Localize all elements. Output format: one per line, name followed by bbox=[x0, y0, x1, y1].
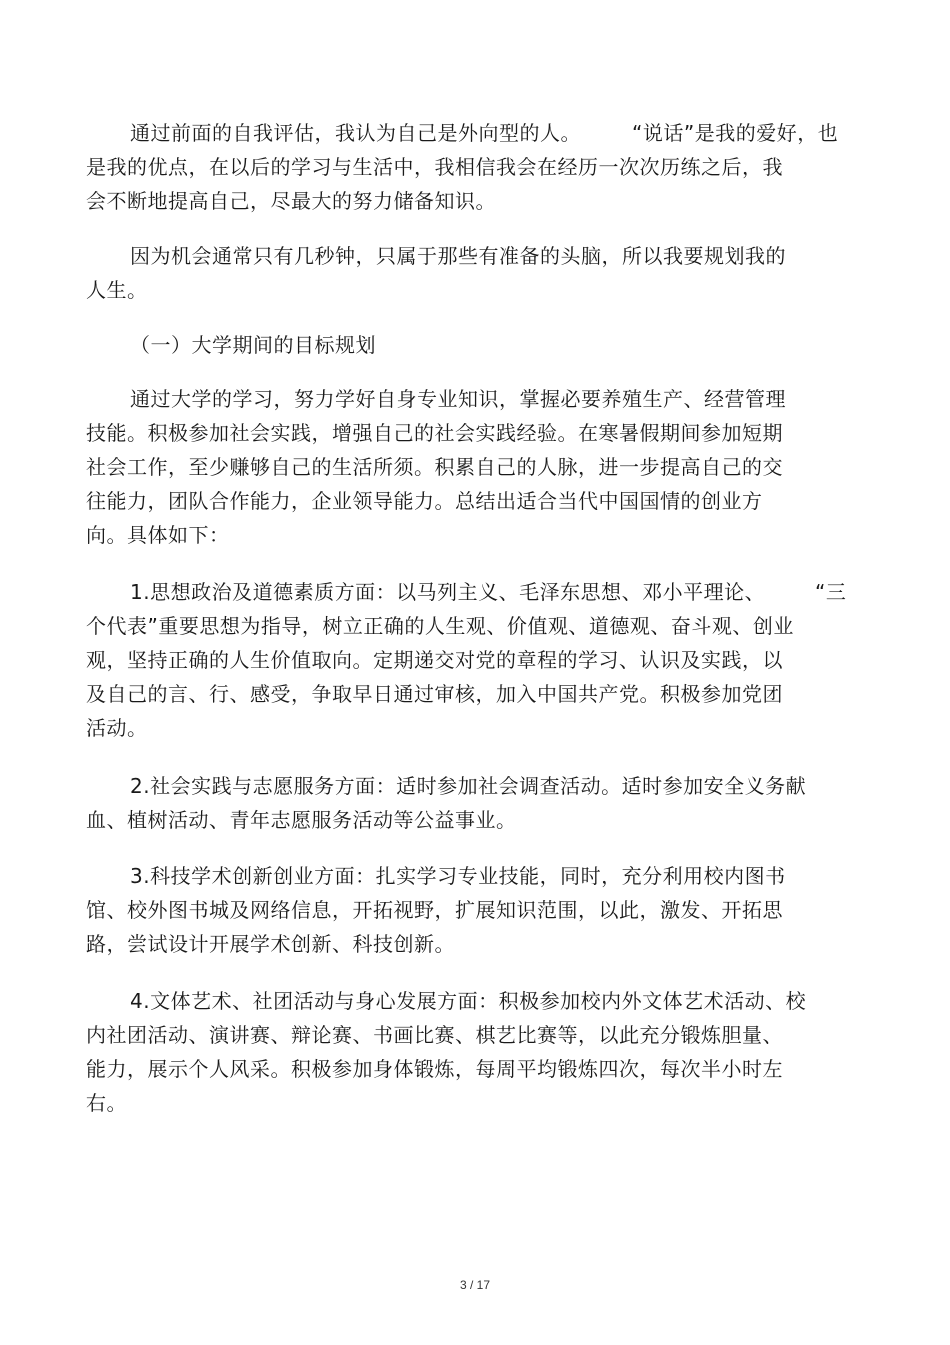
paragraph-4-line-3: 社会工作，至少赚够自己的生活所须。积累自己的人脉，进一步提高自己的交 bbox=[86, 455, 783, 479]
item-1-line-1: 1.思想政治及道德素质方面：以马列主义、毛泽东思想、邓小平理论、 bbox=[130, 580, 766, 604]
item-3-line-2: 馆、校外图书城及网络信息，开拓视野，扩展知识范围，以此，激发、开拓思 bbox=[86, 898, 783, 922]
section-heading: （一）大学期间的目标规划 bbox=[130, 333, 376, 357]
item-4-line-1: 4.文体艺术、社团活动与身心发展方面：积极参加校内外文体艺术活动、校 bbox=[130, 989, 807, 1013]
item-3-line-3: 路，尝试设计开展学术创新、科技创新。 bbox=[86, 932, 455, 956]
paragraph-4-line-4: 往能力，团队合作能力，企业领导能力。总结出适合当代中国国情的创业方 bbox=[86, 489, 763, 513]
item-3-line-1: 3.科技学术创新创业方面：扎实学习专业技能，同时，充分利用校内图书 bbox=[130, 864, 786, 888]
page-number: 3 / 17 bbox=[459, 1278, 491, 1292]
paragraph-4-line-5: 向。具体如下： bbox=[86, 523, 230, 547]
item-1-line-4: 及自己的言、行、感受，争取早日通过审核，加入中国共产党。积极参加党团 bbox=[86, 682, 783, 706]
item-4-line-4: 右。 bbox=[86, 1091, 127, 1115]
paragraph-1-line-1: 通过前面的自我评估，我认为自己是外向型的人。 bbox=[130, 121, 581, 145]
item-2-line-1: 2.社会实践与志愿服务方面：适时参加社会调查活动。适时参加安全义务献 bbox=[130, 774, 807, 798]
paragraph-1-line-3: 会不断地提高自己，尽最大的努力储备知识。 bbox=[86, 189, 496, 213]
item-2-line-2: 血、植树活动、青年志愿服务活动等公益事业。 bbox=[86, 808, 517, 832]
paragraph-2-line-1: 因为机会通常只有几秒钟，只属于那些有准备的头脑，所以我要规划我的 bbox=[130, 244, 786, 268]
item-1-line-5: 活动。 bbox=[86, 716, 148, 740]
paragraph-1-line-2: 是我的优点，在以后的学习与生活中，我相信我会在经历一次次历练之后，我 bbox=[86, 155, 783, 179]
paragraph-4-line-2: 技能。积极参加社会实践，增强自己的社会实践经验。在寒暑假期间参加短期 bbox=[86, 421, 783, 445]
item-4-line-3: 能力，展示个人风采。积极参加身体锻炼，每周平均锻炼四次，每次半小时左 bbox=[86, 1057, 783, 1081]
item-1-line-3: 观，坚持正确的人生价值取向。定期递交对党的章程的学习、认识及实践，以 bbox=[86, 648, 783, 672]
item-4-line-2: 内社团活动、演讲赛、辩论赛、书画比赛、棋艺比赛等，以此充分锻炼胆量、 bbox=[86, 1023, 783, 1047]
item-1-line-2: 个代表”重要思想为指导，树立正确的人生观、价值观、道德观、奋斗观、创业 bbox=[86, 614, 794, 638]
paragraph-2-line-2: 人生。 bbox=[86, 278, 148, 302]
paragraph-1-line-1-tail: “说话”是我的爱好，也 bbox=[632, 121, 839, 145]
paragraph-4-line-1: 通过大学的学习，努力学好自身专业知识，掌握必要养殖生产、经营管理 bbox=[130, 387, 786, 411]
item-1-line-1-tail: “三 bbox=[815, 580, 847, 604]
